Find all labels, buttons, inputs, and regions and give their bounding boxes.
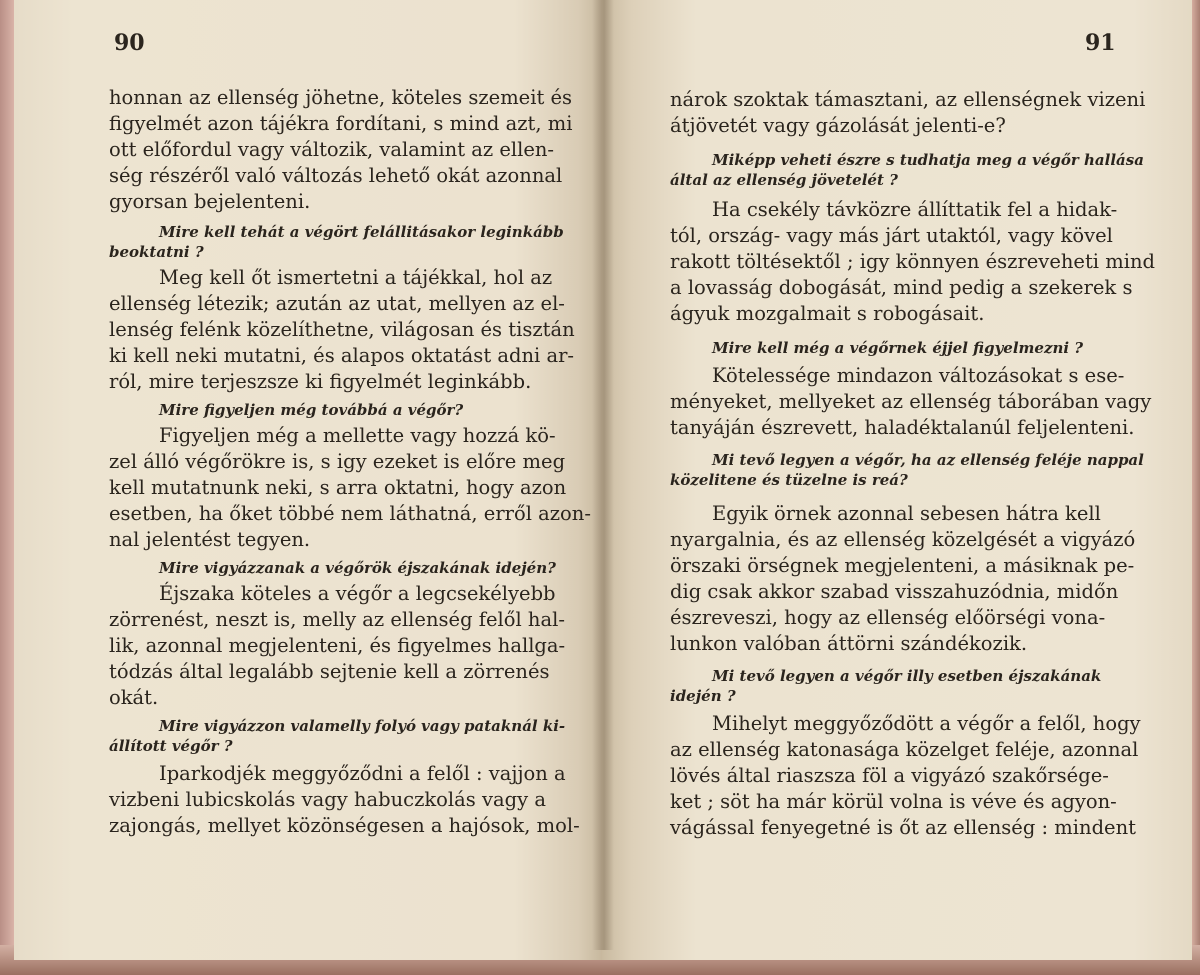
question-heading: állított végőr ? [109, 737, 233, 755]
text-line: Meg kell őt ismertetni a tájékkal, hol az [159, 266, 553, 289]
text-line: tól, ország- vagy más járt utaktól, vagy kövel [670, 224, 1113, 247]
text-line: lunkon valóban áttörni szándékozik. [670, 632, 1028, 655]
text-line: Éjszaka köteles a végőr a legcsekélyebb [159, 582, 556, 605]
text-line: ott előfordul vagy változik, valamint az ellen- [109, 138, 555, 161]
book-edge-right [1192, 0, 1200, 975]
text-line: esetben, ha őket többé nem láthatná, erről azon- [109, 502, 591, 525]
text-line: vizbeni lubicskolás vagy habuczkolás vagy a [109, 788, 546, 811]
text-line: ágyuk mozgalmait s robogásait. [670, 302, 985, 325]
text-line: tódzás által legalább sejtenie kell a zörrenés [109, 660, 550, 683]
page-number: 90 [114, 30, 145, 56]
text-line: figyelmét azon tájékra fordítani, s mind azt, mi [109, 112, 573, 135]
question-heading: Mi tevő legyen a végőr illy esetben éjszakának [712, 667, 1102, 685]
question-heading: Mire vigyázzon valamelly folyó vagy pataknál ki- [159, 717, 566, 735]
text-line: vágással fenyegetné is őt az ellenség : mindent [670, 816, 1136, 839]
text-line: kell mutatnunk neki, s arra oktatni, hogy azon [109, 476, 567, 499]
text-line: lenség felénk közelíthetne, világosan és tisztán [109, 318, 575, 341]
text-line: az ellenség katonasága közelget feléje, azonnal [670, 738, 1139, 761]
text-line: ség részéről való változás lehető okát azonnal [109, 164, 563, 187]
text-line: ményeket, mellyeket az ellenség táborában vagy [670, 390, 1152, 413]
text-line: Figyeljen még a mellette vagy hozzá kö- [159, 424, 556, 447]
text-line: tanyáján észrevett, haladéktalanúl feljelenteni. [670, 416, 1135, 439]
text-line: Ha csekély távközre állíttatik fel a hidak- [712, 198, 1118, 221]
text-line: ki kell neki mutatni, és alapos oktatást adni ar- [109, 344, 574, 367]
question-heading: Miképp veheti észre s tudhatja meg a végőr hallása [712, 151, 1144, 169]
text-line: örszaki örségnek megjelenteni, a másiknak pe- [670, 554, 1135, 577]
text-line: zajongás, mellyet közönségesen a hajósok, mol- [109, 814, 580, 837]
question-heading: által az ellenség jövetelét ? [670, 171, 898, 189]
right-page [602, 0, 1192, 960]
text-line: nal jelentést tegyen. [109, 528, 311, 551]
text-line: lik, azonnal megjelenteni, és figyelmes hallga- [109, 634, 566, 657]
text-line: a lovasság dobogását, mind pedig a szekerek s [670, 276, 1133, 299]
text-line: Egyik örnek azonnal sebesen hátra kell [712, 502, 1101, 525]
text-line: észreveszi, hogy az ellenség előörségi vona- [670, 606, 1106, 629]
text-line: nárok szoktak támasztani, az ellenségnek vizeni [670, 88, 1146, 111]
page-number: 91 [1085, 30, 1116, 56]
text-line: ról, mire terjeszsze ki figyelmét leginkább. [109, 370, 532, 393]
question-heading: közelitene és tüzelne is reá? [670, 471, 908, 489]
text-line: dig csak akkor szabad visszahuzódnia, midőn [670, 580, 1119, 603]
question-heading: Mire vigyázzanak a végőrök éjszakának idején? [159, 559, 556, 577]
text-line: zörrenést, neszt is, melly az ellenség felől hal- [109, 608, 565, 631]
book-gutter-shadow [592, 0, 614, 950]
text-line: átjövetét vagy gázolását jelenti-e? [670, 114, 1006, 137]
question-heading: idején ? [670, 687, 736, 705]
question-heading: Mire kell még a végőrnek éjjel figyelmezni ? [712, 339, 1084, 357]
text-line: gyorsan bejelenteni. [109, 190, 311, 213]
text-line: ket ; söt ha már körül volna is véve és agyon- [670, 790, 1117, 813]
text-line: honnan az ellenség jöhetne, köteles szemeit és [109, 86, 573, 109]
text-line: Iparkodjék meggyőződni a felől : vajjon a [159, 762, 566, 785]
text-line: nyargalnia, és az ellenség közelgését a vigyázó [670, 528, 1136, 551]
text-line: ellenség létezik; azután az utat, mellyen az el- [109, 292, 565, 315]
text-line: Mihelyt meggyőződött a végőr a felől, hogy [712, 712, 1141, 735]
question-heading: beoktatni ? [109, 243, 204, 261]
text-line: rakott töltésektől ; igy könnyen észreveheti mind [670, 250, 1156, 273]
book-edge-left [0, 0, 14, 975]
question-heading: Mire figyeljen még továbbá a végőr? [159, 401, 464, 419]
question-heading: Mire kell tehát a végört felállitásakor leginkább [159, 223, 564, 241]
text-line: zel álló végőrökre is, s igy ezeket is előre meg [109, 450, 566, 473]
question-heading: Mi tevő legyen a végőr, ha az ellenség feléje nappal [712, 451, 1144, 469]
left-page [14, 0, 602, 960]
text-line: Kötelessége mindazon változásokat s ese- [712, 364, 1125, 387]
text-line: okát. [109, 686, 159, 709]
text-line: lövés által riaszsza föl a vigyázó szakőrsége- [670, 764, 1109, 787]
